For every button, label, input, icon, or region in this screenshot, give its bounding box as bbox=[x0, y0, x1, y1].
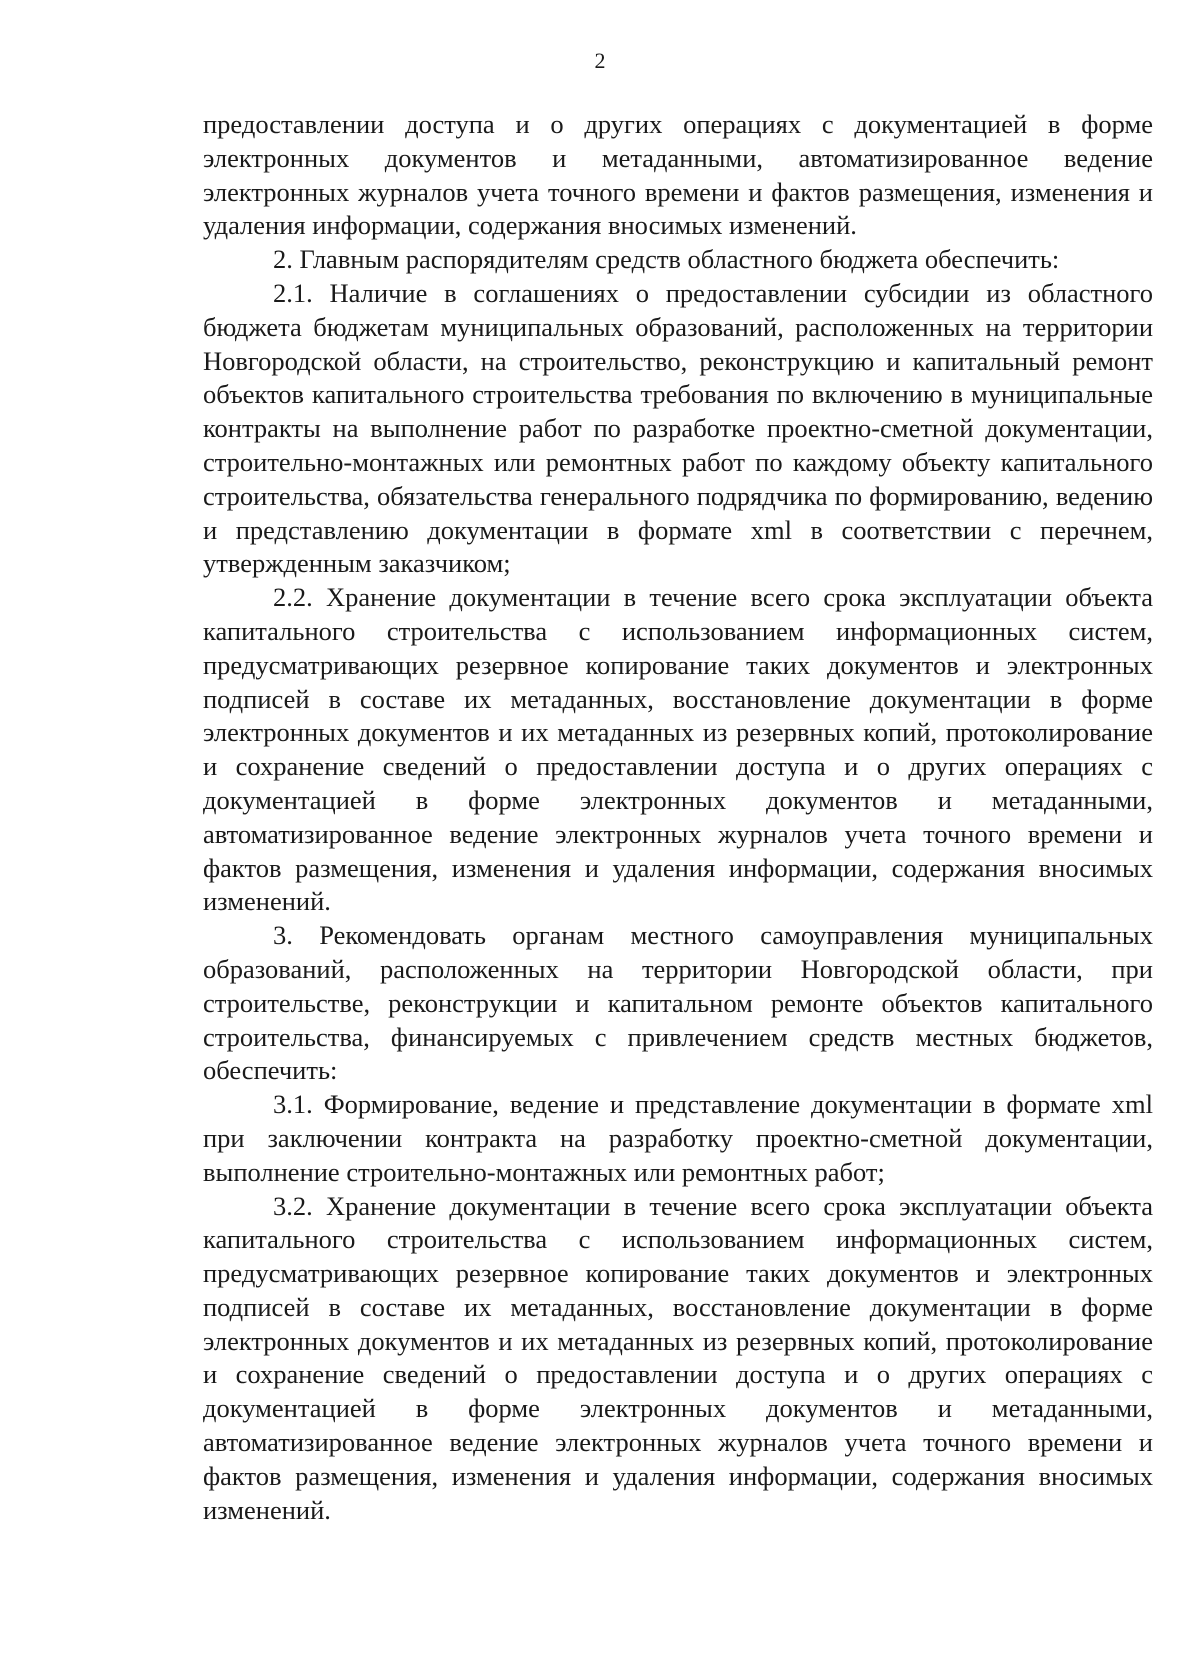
paragraph-item-2-2: 2.2. Хранение документации в течение всего срока эксплуатации объекта капитального строительства с использованием информационных систем, предусматривающих резервное копирование таких документов и электронных подписей в составе их метаданных, восстановление документации в форме электронных документов и их метаданных из резервных копий, протоколирование и сохранение сведений о предоставлении доступа и о других операциях с документацией в форме электронных документов и метаданными, автоматизированное ведение электронных журналов учета точного времени и фактов размещения, изменения и удаления информации, содержания вносимых изменений. bbox=[203, 582, 1153, 917]
paragraph-item-3: 3. Рекомендовать органам местного самоуправления муниципальных образований, расположенных на территории Новгородской области, при строительстве, реконструкции и капитальном ремонте объектов капитального строительства, финансируемых с привлечением средств местных бюджетов, обеспечить: bbox=[203, 920, 1153, 1086]
document-body bbox=[203, 108, 1153, 1527]
paragraph-item-3-1: 3.1. Формирование, ведение и представление документации в формате xml при заключении контракта на разработку проектно-сметной документации, выполнение строительно-монтажных или ремонтных работ; bbox=[203, 1089, 1153, 1187]
page-number: 2 bbox=[594, 48, 606, 73]
paragraph-continuation: предоставлении доступа и о других операциях с документацией в форме электронных документов и метаданными, автоматизированное ведение электронных журналов учета точного времени и фактов размещения, изменения и удаления информации, содержания вносимых изменений. bbox=[203, 109, 1153, 241]
paragraph-item-3-2: 3.2. Хранение документации в течение всего срока эксплуатации объекта капитального строительства с использованием информационных систем, предусматривающих резервное копирование таких документов и электронных подписей в составе их метаданных, восстановление документации в форме электронных документов и их метаданных из резервных копий, протоколирование и сохранение сведений о предоставлении доступа и о других операциях с документацией в форме электронных документов и метаданными, автоматизированное ведение электронных журналов учета точного времени и фактов размещения, изменения и удаления информации, содержания вносимых изменений. bbox=[203, 1190, 1153, 1525]
paragraph-item-2-1: 2.1. Наличие в соглашениях о предоставлении субсидии из областного бюджета бюджетам муниципальных образований, расположенных на территории Новгородской области, на строительство, реконструкцию и капитальный ремонт объектов капитального строительства требования по включению в муниципальные контракты на выполнение работ по разработке проектно-сметной документации, строительно-монтажных или ремонтных работ по каждому объекту капитального строительства, обязательства генерального подрядчика по формированию, ведению и представлению документации в формате xml в соответствии с перечнем, утвержденным заказчиком; bbox=[203, 277, 1153, 579]
paragraph-item-2: 2. Главным распорядителям средств областного бюджета обеспечить: bbox=[273, 244, 1060, 275]
